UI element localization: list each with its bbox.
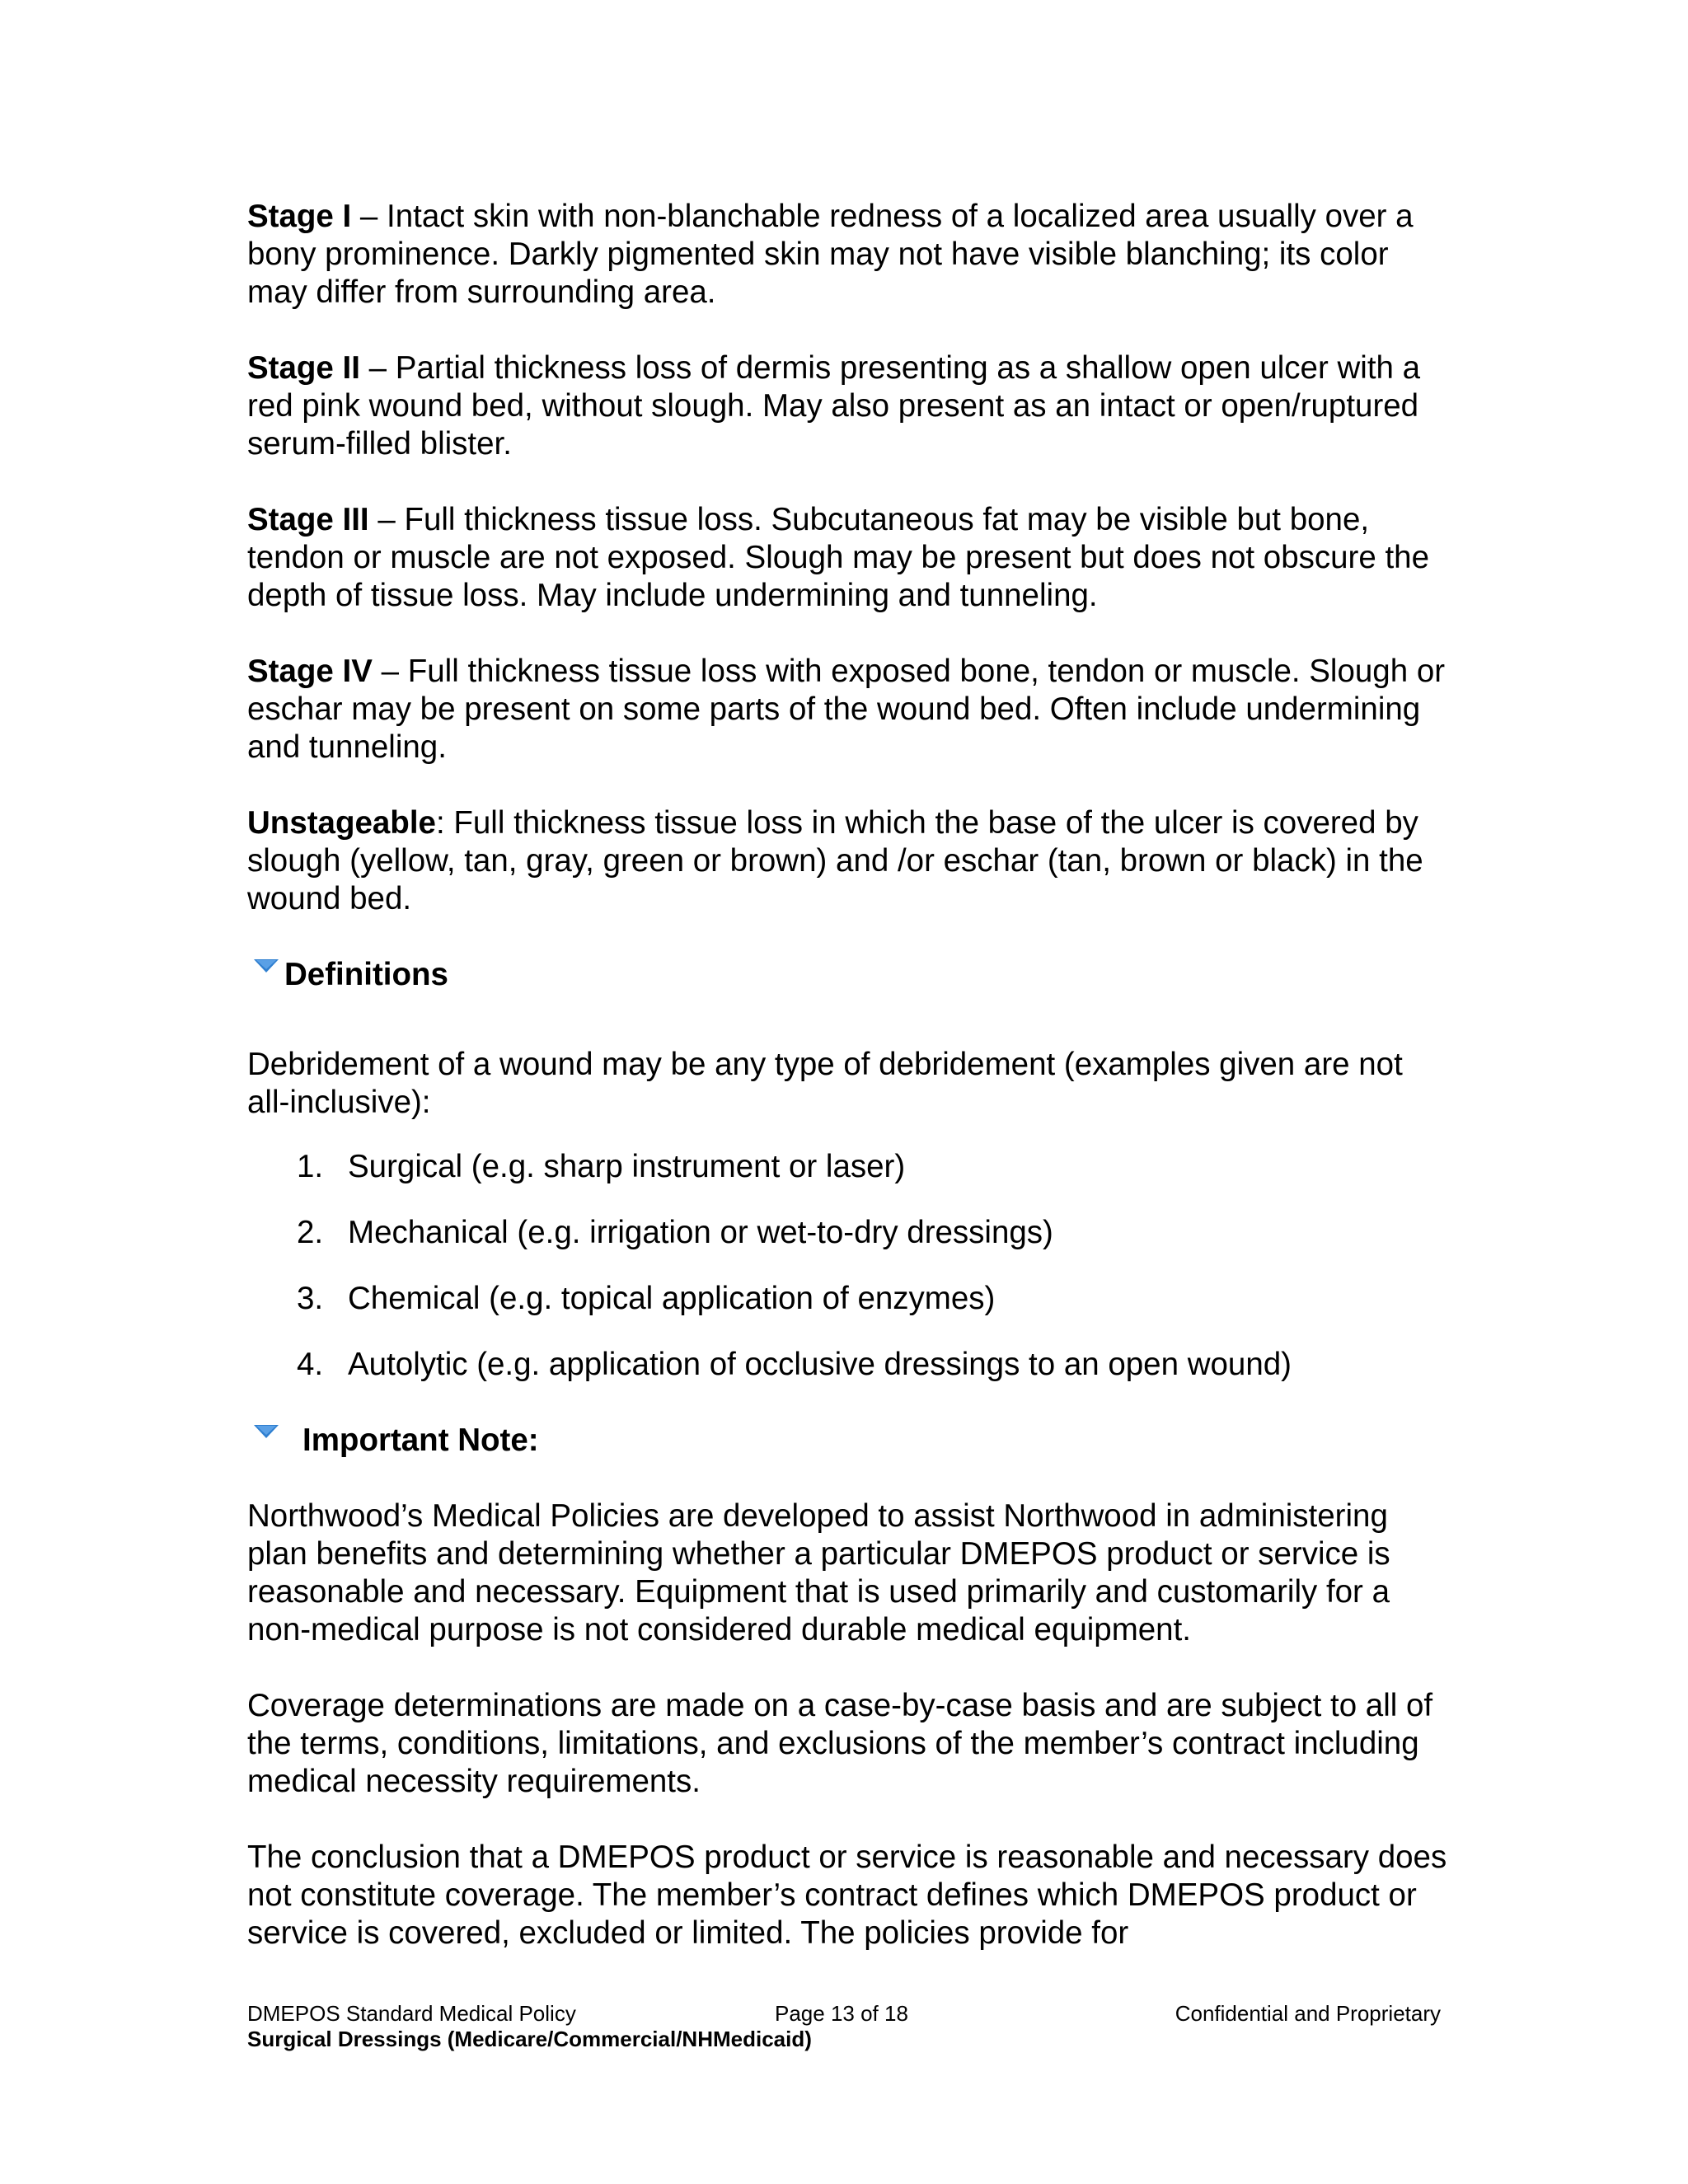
document-body xyxy=(247,198,1451,1990)
footer-confidential: Confidential and Proprietary xyxy=(1175,2001,1441,2026)
important-note-heading[interactable] xyxy=(247,1422,1451,1460)
footer-page-number: Page 13 of 18 xyxy=(775,2001,908,2026)
list-item-text: Chemical (e.g. topical application of enzymes) xyxy=(348,1281,996,1316)
important-note-paragraph-1: Northwood’s Medical Policies are developed to assist Northwood in administering plan benefits and determining whether a particular DMEPOS product or service is reasonable and necessary. Equipment that is used primarily and customarily for a non-medical purpose is not considered durable medical equipment. xyxy=(247,1498,1390,1647)
important-note-heading-label: Important Note: xyxy=(302,1422,539,1458)
important-note-paragraph-2: Coverage determinations are made on a case-by-case basis and are subject to all of the terms, conditions, limitations, and exclusions of the member’s contract including medical necessity requirements. xyxy=(247,1688,1433,1799)
stage-4-text: – Full thickness tissue loss with exposed bone, tendon or muscle. Slough or eschar may be present on some parts of the wound bed. Often include undermining and tunneling. xyxy=(247,654,1446,765)
stage-1-paragraph xyxy=(247,198,1451,312)
unstageable-term: Unstageable xyxy=(247,805,436,841)
stage-2-text: – Partial thickness loss of dermis presenting as a shallow open ulcer with a red pink wound bed, without slough. May also present as an intact or open/ruptured serum-filled blister. xyxy=(247,350,1421,462)
stage-3-text: – Full thickness tissue loss. Subcutaneous fat may be visible but bone, tendon or muscle are not exposed. Slough may be present but does not obscure the depth of tissue loss. May include undermining and tunneling. xyxy=(247,502,1429,613)
definitions-heading-label: Definitions xyxy=(284,957,448,992)
list-item-number: 1. xyxy=(297,1149,324,1184)
list-item xyxy=(247,1346,1451,1412)
stage-3-term: Stage III xyxy=(247,502,369,537)
list-item xyxy=(247,1148,1451,1214)
list-item-text: Autolytic (e.g. application of occlusive dressings to an open wound) xyxy=(348,1347,1292,1382)
list-item-text: Mechanical (e.g. irrigation or wet-to-dry dressings) xyxy=(348,1215,1053,1250)
unstageable-text: : Full thickness tissue loss in which the base of the ulcer is covered by slough (yellow, tan, gray, green or brown) and /or eschar (tan, brown or black) in the wound bed. xyxy=(247,805,1423,916)
stage-3-paragraph xyxy=(247,501,1451,615)
important-note-paragraph-3: The conclusion that a DMEPOS product or service is reasonable and necessary does not constitute coverage. The member’s contract defines which DMEPOS product or service is covered, excluded or limited. The policies provide for xyxy=(247,1840,1447,1951)
collapse-triangle-icon[interactable] xyxy=(254,959,279,974)
list-item-number: 3. xyxy=(297,1281,324,1316)
stage-1-term: Stage I xyxy=(247,199,352,234)
definitions-heading[interactable] xyxy=(247,956,1451,994)
footer-policy-name: DMEPOS Standard Medical Policy xyxy=(247,2001,576,2026)
stage-4-paragraph xyxy=(247,653,1451,766)
list-item xyxy=(247,1214,1451,1280)
list-item-number: 4. xyxy=(297,1347,324,1382)
unstageable-paragraph xyxy=(247,804,1451,918)
list-item xyxy=(247,1280,1451,1346)
collapse-triangle-icon[interactable] xyxy=(254,1425,279,1440)
debridement-list xyxy=(247,1148,1451,1412)
page-footer xyxy=(247,2001,1441,2052)
list-item-text: Surgical (e.g. sharp instrument or laser) xyxy=(348,1149,906,1184)
stage-2-paragraph xyxy=(247,349,1451,463)
stage-4-term: Stage IV xyxy=(247,654,373,689)
list-item-number: 2. xyxy=(297,1215,324,1250)
stage-1-text: – Intact skin with non-blanchable redness of a localized area usually over a bony prominence. Darkly pigmented skin may not have visible blanching; its color may differ from surrounding area. xyxy=(247,199,1414,310)
stage-2-term: Stage II xyxy=(247,350,360,386)
footer-subtitle: Surgical Dressings (Medicare/Commercial/NHMedicaid) xyxy=(247,2027,812,2051)
definitions-intro: Debridement of a wound may be any type of debridement (examples given are not all-inclusive): xyxy=(247,1047,1403,1120)
